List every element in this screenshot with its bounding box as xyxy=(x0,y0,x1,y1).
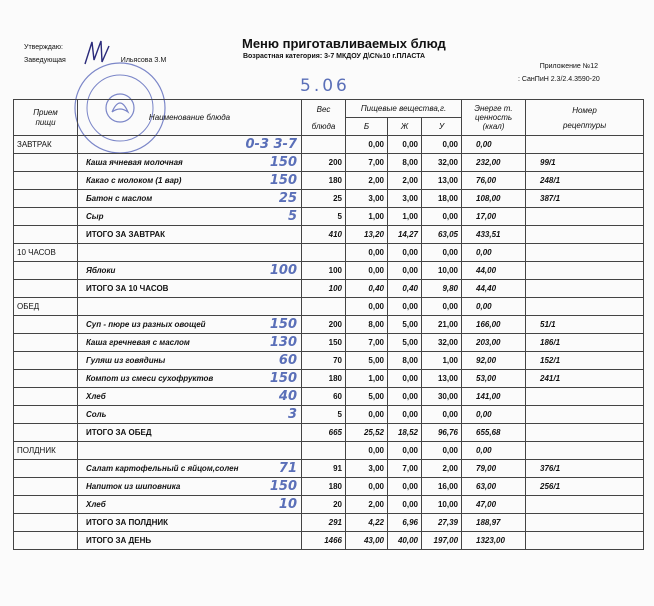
energy-cell: 1323,00 xyxy=(462,532,526,550)
meal-cell xyxy=(14,280,78,298)
carbs-cell: 0,00 xyxy=(422,442,462,460)
dish-name-cell xyxy=(78,460,302,478)
energy-cell: 188,97 xyxy=(462,514,526,532)
recipe-cell: 51/1 xyxy=(526,316,644,334)
carbs-cell: 13,00 xyxy=(422,370,462,388)
weight-cell: 5 xyxy=(302,406,346,424)
approve-label: Утверждаю: xyxy=(24,44,63,51)
head-name: Ильясова З.М xyxy=(120,57,167,64)
protein-cell: 0,00 xyxy=(346,262,388,280)
recipe-cell xyxy=(526,442,644,460)
handwritten-portion: 150 xyxy=(269,155,297,170)
energy-cell: 0,00 xyxy=(462,244,526,262)
dish-name-text: Яблоки xyxy=(86,266,116,275)
weight-cell: 60 xyxy=(302,388,346,406)
dish-row xyxy=(14,334,644,352)
carbs-cell: 0,00 xyxy=(422,298,462,316)
col-carbs: У xyxy=(422,118,462,136)
dish-name-text: Гуляш из говядины xyxy=(86,356,166,365)
energy-cell: 53,00 xyxy=(462,370,526,388)
weight-cell: 665 xyxy=(302,424,346,442)
fat-cell: 0,00 xyxy=(388,496,422,514)
fat-cell: 0,00 xyxy=(388,388,422,406)
meal-cell xyxy=(14,154,78,172)
weight-cell: 100 xyxy=(302,262,346,280)
fat-cell: 8,00 xyxy=(388,352,422,370)
protein-cell: 13,20 xyxy=(346,226,388,244)
handwritten-portion: 150 xyxy=(269,317,297,332)
energy-cell: 0,00 xyxy=(462,442,526,460)
fat-cell: 7,00 xyxy=(388,460,422,478)
weight-cell: 180 xyxy=(302,370,346,388)
handwritten-portion: 130 xyxy=(269,335,297,350)
menu-table xyxy=(13,99,644,550)
carbs-cell: 27,39 xyxy=(422,514,462,532)
energy-cell: 44,40 xyxy=(462,280,526,298)
recipe-cell xyxy=(526,514,644,532)
protein-cell: 5,00 xyxy=(346,352,388,370)
fat-cell: 18,52 xyxy=(388,424,422,442)
sanpin-ref: : СанПиН 2.3/2.4.3590-20 xyxy=(518,76,600,83)
carbs-cell: 10,00 xyxy=(422,496,462,514)
weight-cell xyxy=(302,244,346,262)
carbs-cell: 0,00 xyxy=(422,406,462,424)
col-nutrients: Пищевые вещества,г. xyxy=(346,100,462,118)
recipe-cell: 241/1 xyxy=(526,370,644,388)
meal-cell xyxy=(14,496,78,514)
weight-cell: 1466 xyxy=(302,532,346,550)
protein-cell: 3,00 xyxy=(346,460,388,478)
protein-cell: 7,00 xyxy=(346,154,388,172)
col-meal: Прием пищи xyxy=(14,100,78,136)
recipe-cell xyxy=(526,496,644,514)
meal-cell xyxy=(14,334,78,352)
dish-name-cell: ИТОГО ЗА ОБЕД xyxy=(78,424,302,442)
carbs-cell: 32,00 xyxy=(422,334,462,352)
recipe-cell xyxy=(526,226,644,244)
dish-name-text: Соль xyxy=(86,410,107,419)
fat-cell: 3,00 xyxy=(388,190,422,208)
energy-cell: 141,00 xyxy=(462,388,526,406)
fat-cell: 5,00 xyxy=(388,316,422,334)
carbs-cell: 0,00 xyxy=(422,136,462,154)
dish-name-cell xyxy=(78,136,302,154)
head-label: Заведующая xyxy=(24,57,66,64)
fat-cell: 0,00 xyxy=(388,478,422,496)
dish-row xyxy=(14,478,644,496)
meal-cell xyxy=(14,316,78,334)
protein-cell: 0,40 xyxy=(346,280,388,298)
weight-cell: 200 xyxy=(302,154,346,172)
header-row-1 xyxy=(14,100,644,118)
dish-name-cell: ИТОГО ЗА ДЕНЬ xyxy=(78,532,302,550)
dish-row xyxy=(14,316,644,334)
dish-name-text: Компот из смеси сухофруктов xyxy=(86,374,214,383)
handwritten-portion: 5 xyxy=(287,209,297,224)
carbs-cell: 30,00 xyxy=(422,388,462,406)
dish-name-cell xyxy=(78,478,302,496)
energy-cell: 232,00 xyxy=(462,154,526,172)
energy-cell: 76,00 xyxy=(462,172,526,190)
weight-cell: 100 xyxy=(302,280,346,298)
fat-cell: 0,00 xyxy=(388,298,422,316)
fat-cell: 0,40 xyxy=(388,280,422,298)
meal-section-row xyxy=(14,442,644,460)
fat-cell: 8,00 xyxy=(388,154,422,172)
energy-cell: 203,00 xyxy=(462,334,526,352)
carbs-cell: 10,00 xyxy=(422,262,462,280)
energy-cell: 44,00 xyxy=(462,262,526,280)
handwritten-portion: 150 xyxy=(269,173,297,188)
energy-cell: 17,00 xyxy=(462,208,526,226)
meal-cell xyxy=(14,208,78,226)
handwritten-portion: 150 xyxy=(269,371,297,386)
recipe-cell: 387/1 xyxy=(526,190,644,208)
col-fat: Ж xyxy=(388,118,422,136)
dish-name-cell: ИТОГО ЗА 10 ЧАСОВ xyxy=(78,280,302,298)
handwritten-portion: 100 xyxy=(269,263,297,278)
handwritten-portion: 150 xyxy=(269,479,297,494)
age-category: Возрастная категория: 3-7 МКДОУ Д\С№10 г.ПЛАСТА xyxy=(243,53,426,60)
dish-name-cell xyxy=(78,190,302,208)
handwritten-portion: 3 xyxy=(287,407,297,422)
weight-cell: 70 xyxy=(302,352,346,370)
dish-name-text: Суп - пюре из разных овощей xyxy=(86,320,206,329)
dish-name-cell xyxy=(78,370,302,388)
meal-cell xyxy=(14,406,78,424)
dish-row xyxy=(14,370,644,388)
protein-cell: 0,00 xyxy=(346,478,388,496)
dish-name-cell xyxy=(78,262,302,280)
carbs-cell: 16,00 xyxy=(422,478,462,496)
dish-name-cell: ИТОГО ЗА ПОЛДНИК xyxy=(78,514,302,532)
fat-cell: 5,00 xyxy=(388,334,422,352)
meal-cell xyxy=(14,388,78,406)
protein-cell: 0,00 xyxy=(346,406,388,424)
handwritten-portion: 10 xyxy=(278,497,297,512)
dish-row xyxy=(14,262,644,280)
energy-cell: 433,51 xyxy=(462,226,526,244)
energy-cell: 47,00 xyxy=(462,496,526,514)
protein-cell: 1,00 xyxy=(346,370,388,388)
dish-row xyxy=(14,406,644,424)
dish-name-text: Салат картофельный с яйцом,солен xyxy=(86,464,239,473)
recipe-cell: 152/1 xyxy=(526,352,644,370)
weight-cell: 291 xyxy=(302,514,346,532)
dish-name-cell xyxy=(78,388,302,406)
carbs-cell: 96,76 xyxy=(422,424,462,442)
appendix-block xyxy=(518,60,598,86)
meal-cell xyxy=(14,460,78,478)
dish-name-text: Каша гречневая с маслом xyxy=(86,338,190,347)
col-protein: Б xyxy=(346,118,388,136)
dish-name-cell xyxy=(78,442,302,460)
recipe-cell xyxy=(526,532,644,550)
dish-name-text: Хлеб xyxy=(86,500,106,509)
energy-cell: 0,00 xyxy=(462,406,526,424)
recipe-cell xyxy=(526,244,644,262)
fat-cell: 0,00 xyxy=(388,406,422,424)
recipe-cell xyxy=(526,136,644,154)
protein-cell: 2,00 xyxy=(346,172,388,190)
weight-cell: 410 xyxy=(302,226,346,244)
col-dish: Наименование блюда xyxy=(78,100,302,136)
carbs-cell: 197,00 xyxy=(422,532,462,550)
carbs-cell: 9,80 xyxy=(422,280,462,298)
weight-cell xyxy=(302,442,346,460)
meal-cell xyxy=(14,190,78,208)
fat-cell: 1,00 xyxy=(388,208,422,226)
carbs-cell: 63,05 xyxy=(422,226,462,244)
recipe-cell xyxy=(526,424,644,442)
protein-cell: 3,00 xyxy=(346,190,388,208)
dish-name-text: Сыр xyxy=(86,212,104,221)
carbs-cell: 32,00 xyxy=(422,154,462,172)
protein-cell: 7,00 xyxy=(346,334,388,352)
page-title: Меню приготавливаемых блюд xyxy=(242,36,446,51)
dish-name-cell xyxy=(78,154,302,172)
meal-cell xyxy=(14,478,78,496)
recipe-cell xyxy=(526,298,644,316)
weight-cell: 20 xyxy=(302,496,346,514)
appendix-number: Приложение №12 xyxy=(539,63,598,70)
protein-cell: 1,00 xyxy=(346,208,388,226)
protein-cell: 43,00 xyxy=(346,532,388,550)
meal-cell xyxy=(14,370,78,388)
fat-cell: 0,00 xyxy=(388,136,422,154)
energy-cell: 655,68 xyxy=(462,424,526,442)
carbs-cell: 1,00 xyxy=(422,352,462,370)
fat-cell: 6,96 xyxy=(388,514,422,532)
dish-row xyxy=(14,388,644,406)
recipe-cell xyxy=(526,388,644,406)
col-weight: Вес блюда xyxy=(302,100,346,136)
protein-cell: 8,00 xyxy=(346,316,388,334)
meal-cell xyxy=(14,172,78,190)
carbs-cell: 21,00 xyxy=(422,316,462,334)
energy-cell: 0,00 xyxy=(462,298,526,316)
energy-cell: 166,00 xyxy=(462,316,526,334)
weight-cell: 200 xyxy=(302,316,346,334)
dish-name-cell xyxy=(78,334,302,352)
handwritten-portion: 40 xyxy=(278,389,297,404)
dish-row xyxy=(14,154,644,172)
protein-cell: 25,52 xyxy=(346,424,388,442)
dish-name-text: Каша ячневая молочная xyxy=(86,158,183,167)
weight-cell: 25 xyxy=(302,190,346,208)
protein-cell: 0,00 xyxy=(346,244,388,262)
weight-cell: 180 xyxy=(302,478,346,496)
energy-cell: 92,00 xyxy=(462,352,526,370)
meal-cell xyxy=(14,532,78,550)
dish-row xyxy=(14,190,644,208)
carbs-cell: 13,00 xyxy=(422,172,462,190)
handwritten-date: 5.06 xyxy=(300,76,350,96)
fat-cell: 0,00 xyxy=(388,262,422,280)
recipe-cell: 376/1 xyxy=(526,460,644,478)
handwritten-portion: 25 xyxy=(278,191,297,206)
dish-name-cell xyxy=(78,172,302,190)
dish-name-cell: ИТОГО ЗА ЗАВТРАК xyxy=(78,226,302,244)
fat-cell: 0,00 xyxy=(388,442,422,460)
carbs-cell: 18,00 xyxy=(422,190,462,208)
total-row xyxy=(14,226,644,244)
dish-row xyxy=(14,352,644,370)
meal-section-row xyxy=(14,136,644,154)
total-row xyxy=(14,280,644,298)
recipe-cell xyxy=(526,208,644,226)
dish-row xyxy=(14,460,644,478)
carbs-cell: 0,00 xyxy=(422,244,462,262)
meal-cell xyxy=(14,262,78,280)
dish-name-cell xyxy=(78,208,302,226)
handwritten-portion: 71 xyxy=(278,461,297,476)
dish-name-cell xyxy=(78,496,302,514)
dish-name-cell xyxy=(78,352,302,370)
energy-cell: 79,00 xyxy=(462,460,526,478)
dish-name-cell xyxy=(78,406,302,424)
weight-cell: 91 xyxy=(302,460,346,478)
total-row xyxy=(14,424,644,442)
total-row xyxy=(14,514,644,532)
dish-name-cell xyxy=(78,244,302,262)
protein-cell: 4,22 xyxy=(346,514,388,532)
carbs-cell: 2,00 xyxy=(422,460,462,478)
energy-cell: 63,00 xyxy=(462,478,526,496)
col-energy: Энерге т. ценность (ккал) xyxy=(462,100,526,136)
fat-cell: 0,00 xyxy=(388,244,422,262)
recipe-cell: 248/1 xyxy=(526,172,644,190)
carbs-cell: 0,00 xyxy=(422,208,462,226)
weight-cell: 5 xyxy=(302,208,346,226)
dish-name-text: Хлеб xyxy=(86,392,106,401)
energy-cell: 108,00 xyxy=(462,190,526,208)
weight-cell xyxy=(302,298,346,316)
recipe-cell: 186/1 xyxy=(526,334,644,352)
recipe-cell xyxy=(526,280,644,298)
fat-cell: 2,00 xyxy=(388,172,422,190)
fat-cell: 0,00 xyxy=(388,370,422,388)
weight-cell xyxy=(302,136,346,154)
fat-cell: 40,00 xyxy=(388,532,422,550)
protein-cell: 0,00 xyxy=(346,298,388,316)
fat-cell: 14,27 xyxy=(388,226,422,244)
protein-cell: 0,00 xyxy=(346,442,388,460)
handwritten-portion: 60 xyxy=(278,353,297,368)
recipe-cell: 256/1 xyxy=(526,478,644,496)
dish-row xyxy=(14,172,644,190)
col-recipe: Номер рецептуры xyxy=(526,100,644,136)
weight-cell: 180 xyxy=(302,172,346,190)
meal-cell: ОБЕД xyxy=(14,298,78,316)
meal-cell xyxy=(14,424,78,442)
protein-cell: 2,00 xyxy=(346,496,388,514)
meal-section-row xyxy=(14,298,644,316)
dish-row xyxy=(14,208,644,226)
meal-cell: 10 ЧАСОВ xyxy=(14,244,78,262)
dish-name-text: Какао с молоком (1 вар) xyxy=(86,176,182,185)
dish-name-text: Батон с маслом xyxy=(86,194,153,203)
dish-name-text: Напиток из шиповника xyxy=(86,482,181,491)
meal-section-row xyxy=(14,244,644,262)
energy-cell: 0,00 xyxy=(462,136,526,154)
dish-row xyxy=(14,496,644,514)
meal-cell xyxy=(14,514,78,532)
recipe-cell xyxy=(526,406,644,424)
weight-cell: 150 xyxy=(302,334,346,352)
meal-cell: ЗАВТРАК xyxy=(14,136,78,154)
meal-cell xyxy=(14,352,78,370)
recipe-cell xyxy=(526,262,644,280)
handwritten-portion: 0-3 3-7 xyxy=(245,137,297,152)
total-row xyxy=(14,532,644,550)
dish-name-cell xyxy=(78,316,302,334)
protein-cell: 0,00 xyxy=(346,136,388,154)
protein-cell: 5,00 xyxy=(346,388,388,406)
dish-name-cell xyxy=(78,298,302,316)
meal-cell xyxy=(14,226,78,244)
recipe-cell: 99/1 xyxy=(526,154,644,172)
meal-cell: ПОЛДНИК xyxy=(14,442,78,460)
